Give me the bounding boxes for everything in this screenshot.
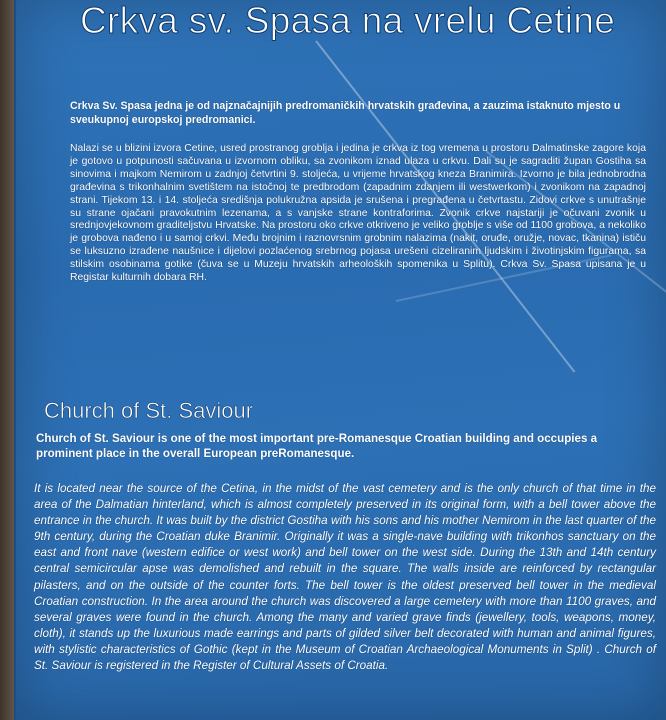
body-paragraph-croatian: Nalazi se u blizini izvora Cetine, usred prostranog groblja i jedina je crkva iz tog vremena u prostoru Dalmatinske zagore koja je gotovo u potpunosti sačuvana u izvornom obliku, sa zvonikom iznad ulaza u crkvu. Dali su je sagraditi župan Gostiha sa sinovima i majkom Nemirom u zadnjoj četvrtini 9. stoljeća, u vrijeme hrvatskog kneza Branimira. Izvorno je bila jednobrodna građevina s trikonhalnim svetištem na istočnoj te predbrodom (zapadnim zdanjem ili westwerkom) i zvonikom na zapadnoj strani. Tijekom 13. i 14. stoljeća središnja polukružna apsida je srušena i pregrađena u četvrtastu. Zidovi crkve s unutrašnje su strane ojačani pravokutnim lezenama, a s vanjske strane kontraforima. Zvonik crkve najstariji je očuvani zvonik u srednjovjekovnom graditeljstvu Hrvatske. Na prostoru oko crkve otkriveno je veliko groblje s više od 1100 grobova, a nekoliko je grobova nađeno i u samoj crkvi. Među brojnim i raznovrsnim grobnim nalazima (nakit, oruđe, oružje, novac, tkanina) ističu se luksuzno izrađene naušnice i dijelovi pozlaćenog srebrnog pojasa urešeni cizeliranim ljudskim i životinjskim figurama, sa stilskim osobinama gotike (čuva se u Muzeju hrvatskih arheoloških spomenika u Splitu). Crkva Sv. Spasa upisana je u Registar kulturnih dobara RH. — [70, 143, 646, 284]
body-paragraph-english: It is located near the source of the Cetina, in the midst of the vast cemetery and is the only church of that time in the area of the Dalmatian hinterland, which is almost completely preserved in its original form, with a bell tower above the entrance in the church. It was built by the district Gostiha with his sons and his mother Nemirom in the last quarter of the 9th century, during the Croatian duke Branimir. Originally it was a single-nave building with trikonhos sanctuary on the east and front nave (western edifice or west work) and bell tower on the west side. During the 13th and 14th century central semicircular apse was demolished and rebuilt in the square. The walls inside are reinforced by rectangular pilasters, and on the outside of the counter forts. The bell tower is the oldest preserved bell tower in the medieval Croatian construction. In the area around the church was discovered a large cemetery with more than 1100 graves, and several graves were found in the church. Among the many and varied grave finds (jewellery, tools, weapons, money, cloth), it stands up the luxurious made earrings and parts of gilded silver belt decorated with human and animal figures, with stylistic characteristics of Gothic (kept in the Museum of Croatian Archaeological Monuments in Split) . Church of St. Saviour is registered in the Register of Cultural Assets of Croatia. — [34, 482, 656, 673]
sign-title-croatian: Crkva sv. Spasa na vrelu Cetine — [80, 0, 616, 41]
lead-paragraph-croatian: Crkva Sv. Spasa jedna je od najznačajnijih predromaničkih hrvatskih građevina, a zauzima istaknuto mjesto u sveukupnoj europskoj predromanici. — [70, 100, 621, 126]
lead-paragraph-english: Church of St. Saviour is one of the most important pre-Romanesque Croatian building and occupies a prominent place in the overall European preRomanesque. — [36, 432, 598, 460]
sign-title-english: Church of St. Saviour — [44, 398, 254, 423]
information-sign — [14, 0, 666, 720]
